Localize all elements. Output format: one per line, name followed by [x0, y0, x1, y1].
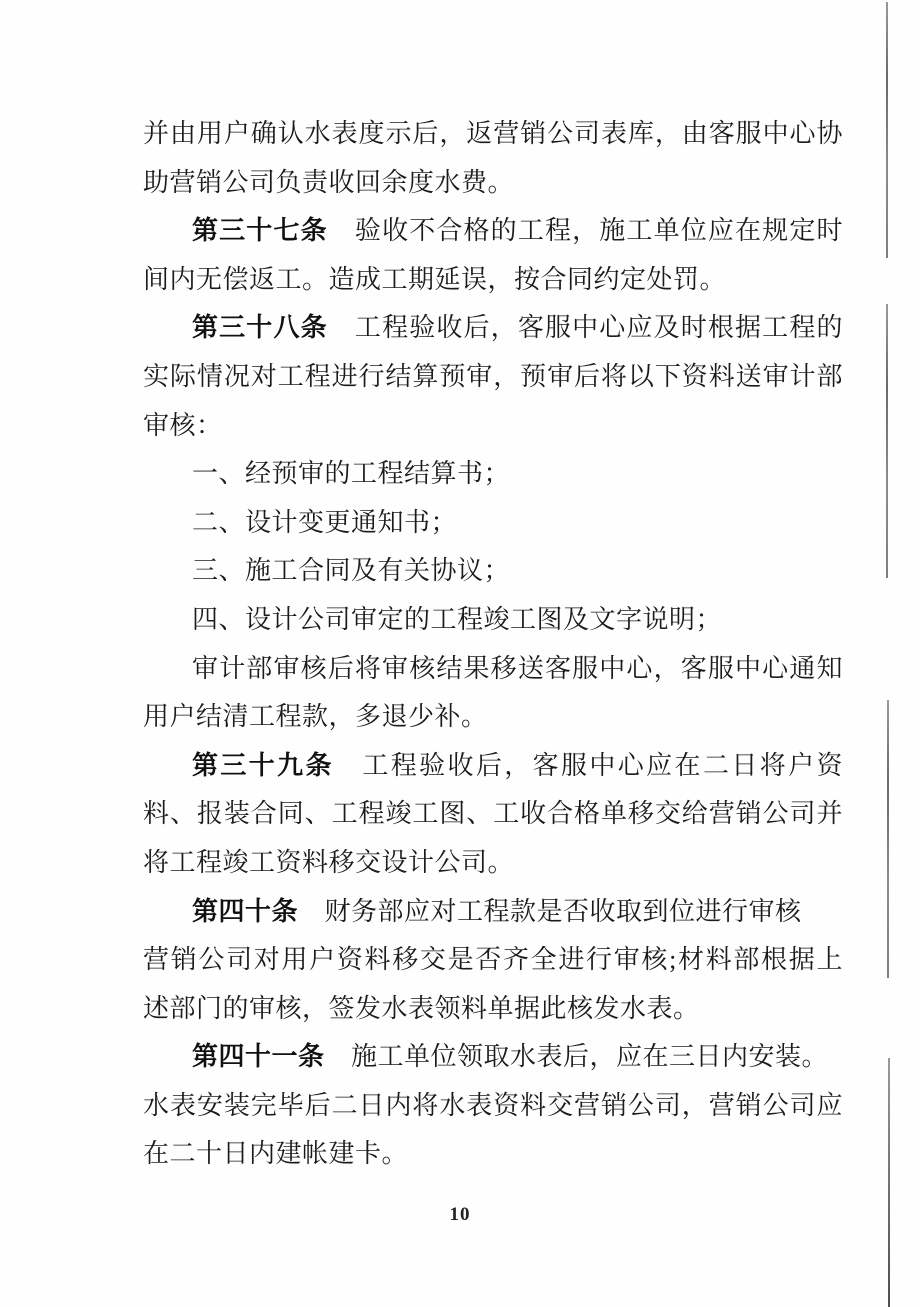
line-text: 工程验收后，客服中心应在二日将户资	[333, 750, 843, 780]
document-text-block	[143, 110, 843, 1179]
line-text: 用户结清工程款，多退少补。	[143, 702, 488, 732]
text-line	[143, 742, 843, 791]
text-line	[143, 888, 843, 937]
line-text: 实际情况对工程进行结算预审，预审后将以下资料送审计部	[143, 361, 843, 391]
line-text: 工程验收后，客服中心应及时根据工程的	[327, 313, 843, 343]
scan-artifact-line	[886, 304, 888, 578]
text-line	[143, 936, 843, 985]
line-text: 审核：	[143, 410, 223, 440]
scan-artifact-line	[887, 700, 889, 978]
article-number: 第三十九条	[192, 750, 334, 780]
article-number: 第四十条	[192, 896, 299, 926]
text-line	[143, 207, 843, 256]
line-text: 在二十日内建帐建卡。	[143, 1139, 409, 1169]
scan-artifact-line	[886, 2, 888, 258]
text-line	[143, 256, 843, 305]
list-item	[143, 499, 843, 548]
text-line	[143, 1082, 843, 1131]
line-text: 营销公司对用户资料移交是否齐全进行审核;材料部根据上	[143, 945, 843, 975]
text-line	[143, 693, 843, 742]
text-line	[143, 159, 843, 208]
line-text: 审计部审核后将审核结果移送客服中心，客服中心通知	[192, 653, 843, 683]
article-number: 第三十八条	[192, 313, 328, 343]
line-text: 述部门的审核，签发水表领料单据此核发水表。	[143, 993, 700, 1023]
text-line	[143, 1033, 843, 1082]
article-number: 第三十七条	[192, 216, 328, 246]
text-line	[143, 402, 843, 451]
text-line	[143, 790, 843, 839]
text-line	[143, 353, 843, 402]
scan-artifact-line	[888, 1058, 890, 1307]
list-item	[143, 450, 843, 499]
line-text: 三、施工合同及有关协议；	[192, 556, 511, 586]
line-text: 一、经预审的工程结算书；	[192, 459, 511, 489]
line-text: 并由用户确认水表度示后，返营销公司表库，由客服中心协	[143, 119, 843, 148]
line-text: 将工程竣工资料移交设计公司。	[143, 847, 515, 877]
line-text: 验收不合格的工程，施工单位应在规定时	[327, 216, 843, 246]
text-line	[143, 110, 843, 159]
line-text: 二、设计变更通知书；	[192, 507, 458, 537]
line-text: 助营销公司负责收回余度水费。	[143, 167, 515, 197]
line-text: 水表安装完毕后二日内将水表资料交营销公司，营销公司应	[143, 1090, 843, 1120]
line-text: 料、报装合同、工程竣工图、工收合格单移交给营销公司并	[143, 799, 843, 829]
line-text: 四、设计公司审定的工程竣工图及文字说明；	[192, 604, 723, 634]
page-number: 10	[449, 1204, 471, 1225]
text-line	[143, 1130, 843, 1179]
list-item	[143, 547, 843, 596]
line-text: 财务部应对工程款是否收取到位进行审核	[298, 896, 802, 926]
article-number: 第四十一条	[192, 1042, 325, 1072]
line-text: 施工单位领取水表后，应在三日内安装。	[324, 1042, 829, 1072]
text-line	[143, 985, 843, 1034]
text-line	[143, 304, 843, 353]
text-line	[143, 839, 843, 888]
list-item	[143, 596, 843, 645]
text-line	[143, 645, 843, 694]
line-text: 间内无偿返工。造成工期延误，按合同约定处罚。	[143, 264, 727, 294]
